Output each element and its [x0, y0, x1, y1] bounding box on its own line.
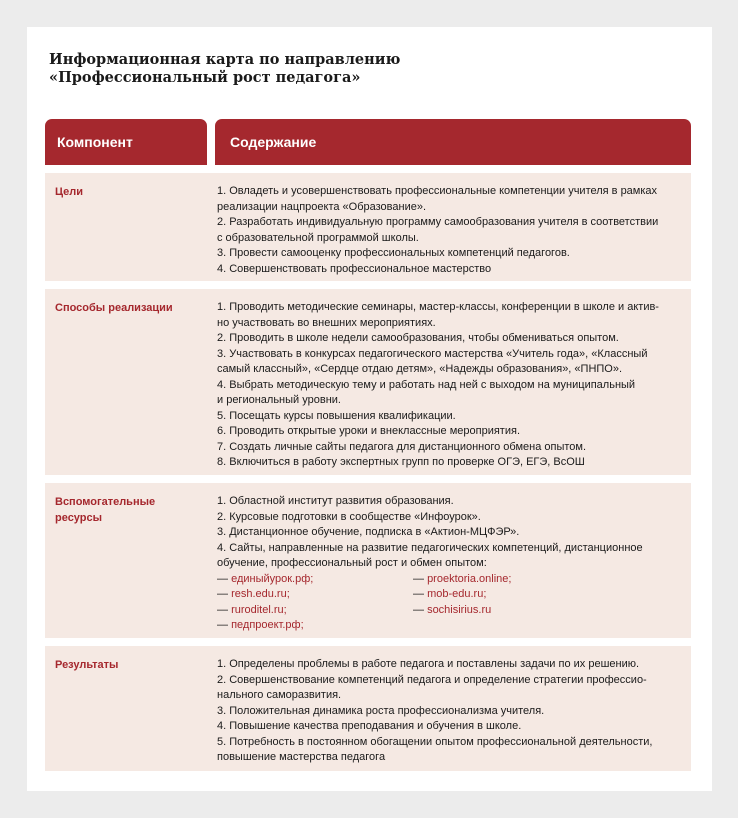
row-label: Результаты [55, 659, 119, 671]
resource-link[interactable]: mob-edu.ru; [427, 588, 487, 600]
row-content: 1. Областной институт развития образования. 2. Курсовые подготовки в сообществе «Инфоурок». 3. Дистанционное обучение, подписка в «Актион-МЦФЭР». 4. Сайты, направленные на развитие педагогических компетенций, дистанционное обучение, профессиональный рост и обмен опытом: — единыйурок.рф; — proektoria.online; — resh.edu.ru; — mob-edu.ru; — ruroditel.ru; — sochisirius.ru — педпроект.рф; [217, 494, 687, 634]
row-methods [45, 289, 691, 475]
link-item: — proektoria.online; [413, 572, 512, 585]
resource-link[interactable]: proektoria.online; [427, 572, 512, 585]
row-content: 1. Проводить методические семинары, мастер-классы, конференции в школе и актив- но участвовать во внешних мероприятиях. 2. Проводить в школе недели самообразования, чтобы обмениваться опытом. 3. Участвовать в конкурсах педагогического мастерства «Учитель года», «Классный самый классный», «Сердце отдаю детям», «Надежды образования», «ПНПО». 4. Выбрать методическую тему и работать над ней с выходом на муниципальный и региональный уровни. 5. Посещать курсы повышения квалификации. 6. Проводить открытые уроки и внеклассные мероприятия. 7. Создать личные сайты педагога для дистанционного обмена опытом. 8. Включиться в работу экспертных групп по проверке ОГЭ, ЕГЭ, ВсОШ [217, 301, 659, 468]
row-label: Способы реализации [55, 302, 173, 314]
resource-link[interactable]: resh.edu.ru; [231, 588, 290, 600]
link-item: — единыйурок.рф; [217, 572, 314, 585]
link-item: — педпроект.рф; [217, 619, 304, 631]
row-label: Вспомогательные ресурсы [55, 496, 156, 524]
link-item: — ruroditel.ru; [217, 603, 287, 616]
link-item: — mob-edu.ru; [413, 588, 487, 600]
header-content: Содержание [215, 119, 691, 165]
row-goals [45, 173, 691, 281]
link-item: — resh.edu.ru; [217, 588, 290, 600]
row-content: 1. Овладеть и усовершенствовать профессиональные компетенции учителя в рамках реализации нацпроекта «Образование». 2. Разработать индивидуальную программу самообразования учителя в соответствии с образовательной программой школы. 3. Провести самооценку профессиональных компетенций педагогов. 4. Совершенствовать профессиональное мастерство [217, 185, 659, 275]
title-line-1: Информационная карта по направлению [49, 51, 401, 68]
resource-links [217, 572, 687, 634]
link-item: — sochisirius.ru [413, 603, 492, 616]
row-results [45, 646, 691, 771]
resource-link[interactable]: единыйурок.рф; [231, 572, 314, 585]
row-content: 1. Определены проблемы в работе педагога и поставлены задачи по их решению. 2. Совершенствование компетенций педагога и определение стратегии профессио- нального саморазвития. 3. Положительная динамика роста профессионализма учителя. 4. Повышение качества преподавания и обучения в школе. 5. Потребность в постоянном обогащении опытом профессиональной деятельности, повышение мастерства педагога [217, 658, 653, 763]
header-component: Компонент [45, 119, 207, 165]
resource-link[interactable]: ruroditel.ru; [231, 603, 287, 616]
page-title [49, 51, 400, 87]
row-label: Цели [55, 186, 84, 198]
info-card [27, 27, 712, 791]
title-line-2: «Профессиональный рост педагога» [49, 69, 361, 86]
row-resources [45, 483, 691, 638]
resource-link[interactable]: педпроект.рф; [231, 619, 304, 631]
resource-link[interactable]: sochisirius.ru [427, 603, 492, 616]
